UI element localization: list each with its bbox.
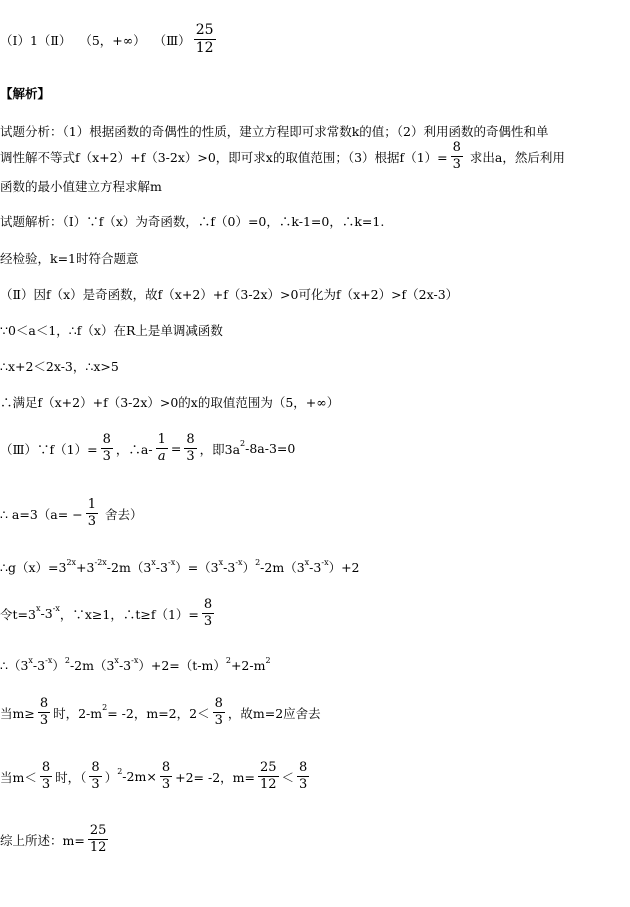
solution-line-12: 当m≥ $\frac{8}{3}$ 时，2-m 2 = -2，m=2，2＜ $\frac{8}{3}$ ，故m=2应舍去 bbox=[0, 696, 321, 728]
fraction: $\frac{8}{3}$ bbox=[39, 696, 49, 728]
solution-line-14: 综上所述：m= $\frac{25}{12}$ bbox=[0, 823, 107, 855]
fraction: $\frac{25}{12}$ bbox=[89, 823, 107, 855]
solution-line-10: 令t=3 x -3 -x ，∵x≥1，∴t≥f（1）= $\frac{8}{3}$ bbox=[0, 597, 213, 629]
fraction: $\frac{25}{12}$ bbox=[259, 760, 277, 792]
solution-line-9: ∴g（x）=3 2x +3 -2x -2m（3 x -3 -x ）=（3 x -3 -x ） 2 -2m（3 x -3 -x ）+2 bbox=[0, 557, 360, 575]
answer-fraction: $\frac{25}{12}$ bbox=[195, 22, 214, 56]
answer-text: （Ⅰ）1（Ⅱ） （5，+∞） （Ⅲ） bbox=[0, 32, 191, 48]
analysis-line-1: 试题分析：（1）根据函数的奇偶性的性质，建立方程即可求常数k的值；（2）利用函数的奇偶性和单 bbox=[0, 124, 549, 139]
analysis-heading: 【解析】 bbox=[0, 86, 51, 101]
analysis-line-3: 函数的最小值建立方程求解m bbox=[0, 179, 162, 194]
analysis-line-2: 调性解不等式f（x+2）+f（3-2x）>0，即可求x的取值范围；（3）根据f（1）= $\frac{8}{3}$ 求出a，然后利用 bbox=[0, 140, 565, 172]
fraction: $\frac{8}{3}$ bbox=[41, 760, 51, 792]
fraction: $\frac{8}{3}$ bbox=[186, 432, 195, 464]
solution-line-5: ∴x+2＜2x-3，∴x>5 bbox=[0, 359, 119, 374]
fraction: $\frac{8}{3}$ bbox=[161, 760, 171, 792]
solution-line-7: （Ⅲ）∵f（1）= $\frac{8}{3}$ ，∴a- $\frac{1}{a}$ = $\frac{8}{3}$ ，即3a 2 -8a-3=0 bbox=[0, 432, 296, 464]
solution-line-6: ∴满足f（x+2）+f（3-2x）>0的x的取值范围为（5，+∞） bbox=[0, 395, 340, 410]
fraction: $\frac{8}{3}$ bbox=[91, 760, 100, 792]
solution-line-13: 当m＜ $\frac{8}{3}$ 时，（ $\frac{8}{3}$ ） 2 -2m× $\frac{8}{3}$ +2= -2，m= $\frac{25}{12}$ ＜ $\frac{8}{3}$ bbox=[0, 760, 308, 792]
solution-line-11: ∴（3 x -3 -x ） 2 -2m（3 x -3 -x ）+2=（t-m） 2 +2-m 2 bbox=[0, 655, 271, 673]
answer-line bbox=[0, 22, 219, 57]
solution-line-8: ∴ a=3（a= − $\frac{1}{3}$ 舍去） bbox=[0, 497, 143, 529]
fraction: $\frac{8}{3}$ bbox=[102, 432, 111, 464]
fraction: $\frac{8}{3}$ bbox=[214, 696, 223, 728]
fraction: $\frac{8}{3}$ bbox=[299, 760, 308, 792]
fraction: $\frac{8}{3}$ bbox=[203, 597, 213, 629]
fraction: $\frac{1}{a}$ bbox=[157, 432, 166, 464]
solution-line-3: （Ⅱ）因f（x）是奇函数，故f（x+2）+f（3-2x）>0可化为f（x+2）>f（2x-3） bbox=[0, 287, 459, 302]
fraction: $\frac{8}{3}$ bbox=[452, 140, 461, 172]
solution-line-1: 试题解析：（Ⅰ）∵f（x）为奇函数，∴f（0）=0，∴k-1=0，∴k=1. bbox=[0, 214, 385, 229]
solution-line-4: ∵0＜a＜1，∴f（x）在R上是单调减函数 bbox=[0, 323, 223, 338]
solution-line-2: 经检验，k=1时符合题意 bbox=[0, 251, 139, 266]
fraction: $\frac{1}{3}$ bbox=[87, 497, 96, 529]
